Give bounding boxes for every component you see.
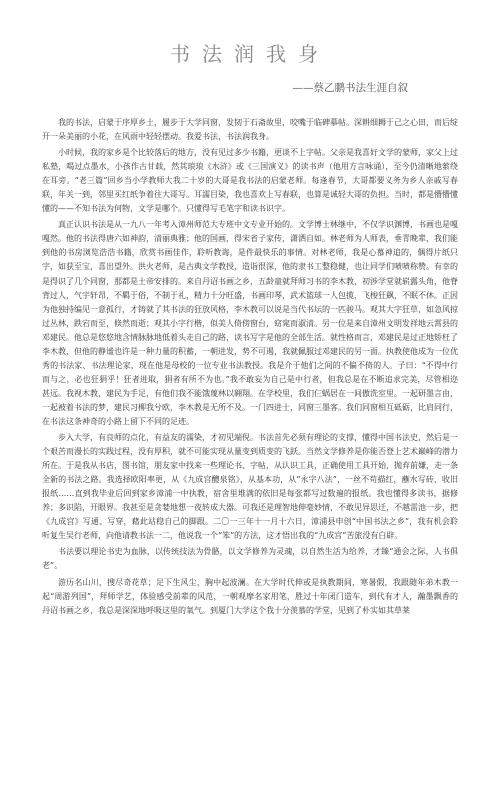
document-subtitle: ——蔡乙鹏书法生涯自叙 <box>292 82 408 94</box>
paragraph: 我的书法，启蒙于序厚乡土，履步于大学同窗，发韧于石斋故里，咬嘴于临碑摹帖。深耕细耨于己之心田，而后绽开一朵美丽的小花，在风雨中轻轻摆动。我爱书法，书法润我身。 <box>42 118 458 142</box>
paragraph: 真正认识书法是从一九八一年考入漳州师范大专班中文专业开始的。文学博士林继中，不仅学识渊博，书画也是嘎嘎然。他的书法得唐六如神韵，清丽典雅；他的国画，得宋省子家传，潇洒自如。林老师为人师表，垂青晚辈，我们能到他的书房浏览浩浩书籍，欣赏书画佳作，聆听教诲，是件最快乐的事情。对林老师，我是心慕神追的，偶得片纸只字，如获至宝，喜出望外。洪火老师，是古典文学教授，造诣很深，他的隶书工整稳健，也让同学们啧啧称赞。有幸的是得识了几个同窗，那都是土帝安排的。来自丹诏书画之乡，五龄童就拜师习书的李木教，初涉学堂就崭露头角，他脊背过人，气宇轩昂，不羁于俗，不制于礼，精力十分旺盛，书画印琴，武术篮球一人包揽，飞梭狂飙，不眠不休。正因为他独持编见一意孤行，才铸就了其书法的狂放风格，李木教可以说是当代书坛的一匹骏马。观其大字狂草，如急风掠过丛林，跌宕而至，倏然而逝；观其小字行楷，似美人倚傍窗台，窈窕而淑清。另一位是来自漳州文明发祥地云霄县的邓建民。他总是悠悠地含情脉脉地低着头走自己的路，读书写字是他的全部生活。就性格而言，邓建民是过正地矫枉了李木教，但他的静谧也许是一种力量的积蓄，一朝进发，势不可遏，我就佩服过邓建民的另一面。执教使他成为一位优秀的书法家、书法理论家，现在他是母校的一位专业书法教授。我是介于他们之间的不偏不倚的人。子曰：“不得中行而与之，必也狂狷乎！狂者进取，狷者有所不为也。”我不敢妄为自己是中行者，但我总是在不断追求完美，尽管相迩甚远。我视木教，建民为手足，有他们我不能饿蔑林以翱翔。在学校里，我们仨蜗居在一间傲洗室里。一起研墨言由，一起被着书法的梦，建民习柳我兮欧，李木教是无所不及。一门四进士，同窗三墨客。我们同窗相互砥砺，比肩同行，在书法这条神奇的小路上留下不同的足迹。 <box>42 220 458 426</box>
paragraph: 书法要以理论书史为血脉，以传统技法为骨骼，以文学修养为灵魂，以自然生活为给养，才臻“通会之际，人书俱老”。 <box>42 547 458 571</box>
document-title: 书法润我身 <box>170 42 330 66</box>
document-body <box>42 116 458 804</box>
paragraph: 游历名山川，搜尽奇花草；足下生风尘，胸中起波澜。在大学时代伸或是执教期间，寒暑假，我跟随年弟木教一起“周游列国”，拜师学艺，体验感受前辈的风范，一朝观摩名家用笔，胜过十年闭门造车，到代有才人，瀚墨飘香的丹诏书画之乡，我总是深深地呼吸这里的氧气。到厦门大学这个我十分羡慕的学堂，见到了朴实如其草莱 <box>42 577 458 615</box>
paragraph: 小时候，我的家乡是个比较落后的地方，没有见过多少书籍，更谈不上字帖。父亲是我喜好文学的蒙师，家父上过私塾，喝过点墨水，小孩作古甘载，然其琅琅《水浒》或《三国演义》的读书声（他用方言咏诵），至今仍清晰地萦绕在耳旁。“老三篇”回乡当小学教师大我二十岁的大哥是我书法的启蒙老师。每逢春节，大哥都要义务为乡人亲戚写春联，年关一到，邻里买红纸争着往大哥写。耳濡目染，我也喜欢上写春联，也算是诚轻大哥的负担。当时，都是懵懵懂懂的——不知书法为何物，文学是哪个。只懂得写毛笔字和读书识字。 <box>42 148 458 214</box>
paragraph: 步入大学，有良师的点化，有益友的濡染，才初见端倪。书法首先必须有理论的支撑，懂得中国书法史，然后是一个艰苦而漫长的实践过程，没有厚积，就不可能实现从量变到质变的飞跃。当然文学修养是你能否登上艺术巅峰的潜力所在。于是我从书店，图书馆，朋友家中找来一些理论书、字帖，从认识工具，正确使用工具开始，抛弃前嫌，走一条全新的书法之路。我选择欧阳率更，从《九成宫醴泉铭》，从基本功，从“永字八法”，一丝不苟描红，蘸水写砖，收旧报纸……直到我毕业后回到家乡漳浦一中执教，宿舍里堆满的依旧是每张都写过数遍的报纸。我也懂得多读书，据修养；多识陷，开眼界。我甚至是贪婪地想一夜转成大器。可我还是理智地伸毫妙情，不敢见异思迁，不越雷池一步，把《九成宫》写通、写穿，藉此站稳自己的脚跟。二〇一三年十一月十六日，漳浦县申创“中国书法之乡”，我有机会聆听复生吴行老师，向他请教书法一二，他说我一个“笨”的方法，这才悟出我的“九成宫”苦旅没有白辟。 <box>42 433 458 541</box>
